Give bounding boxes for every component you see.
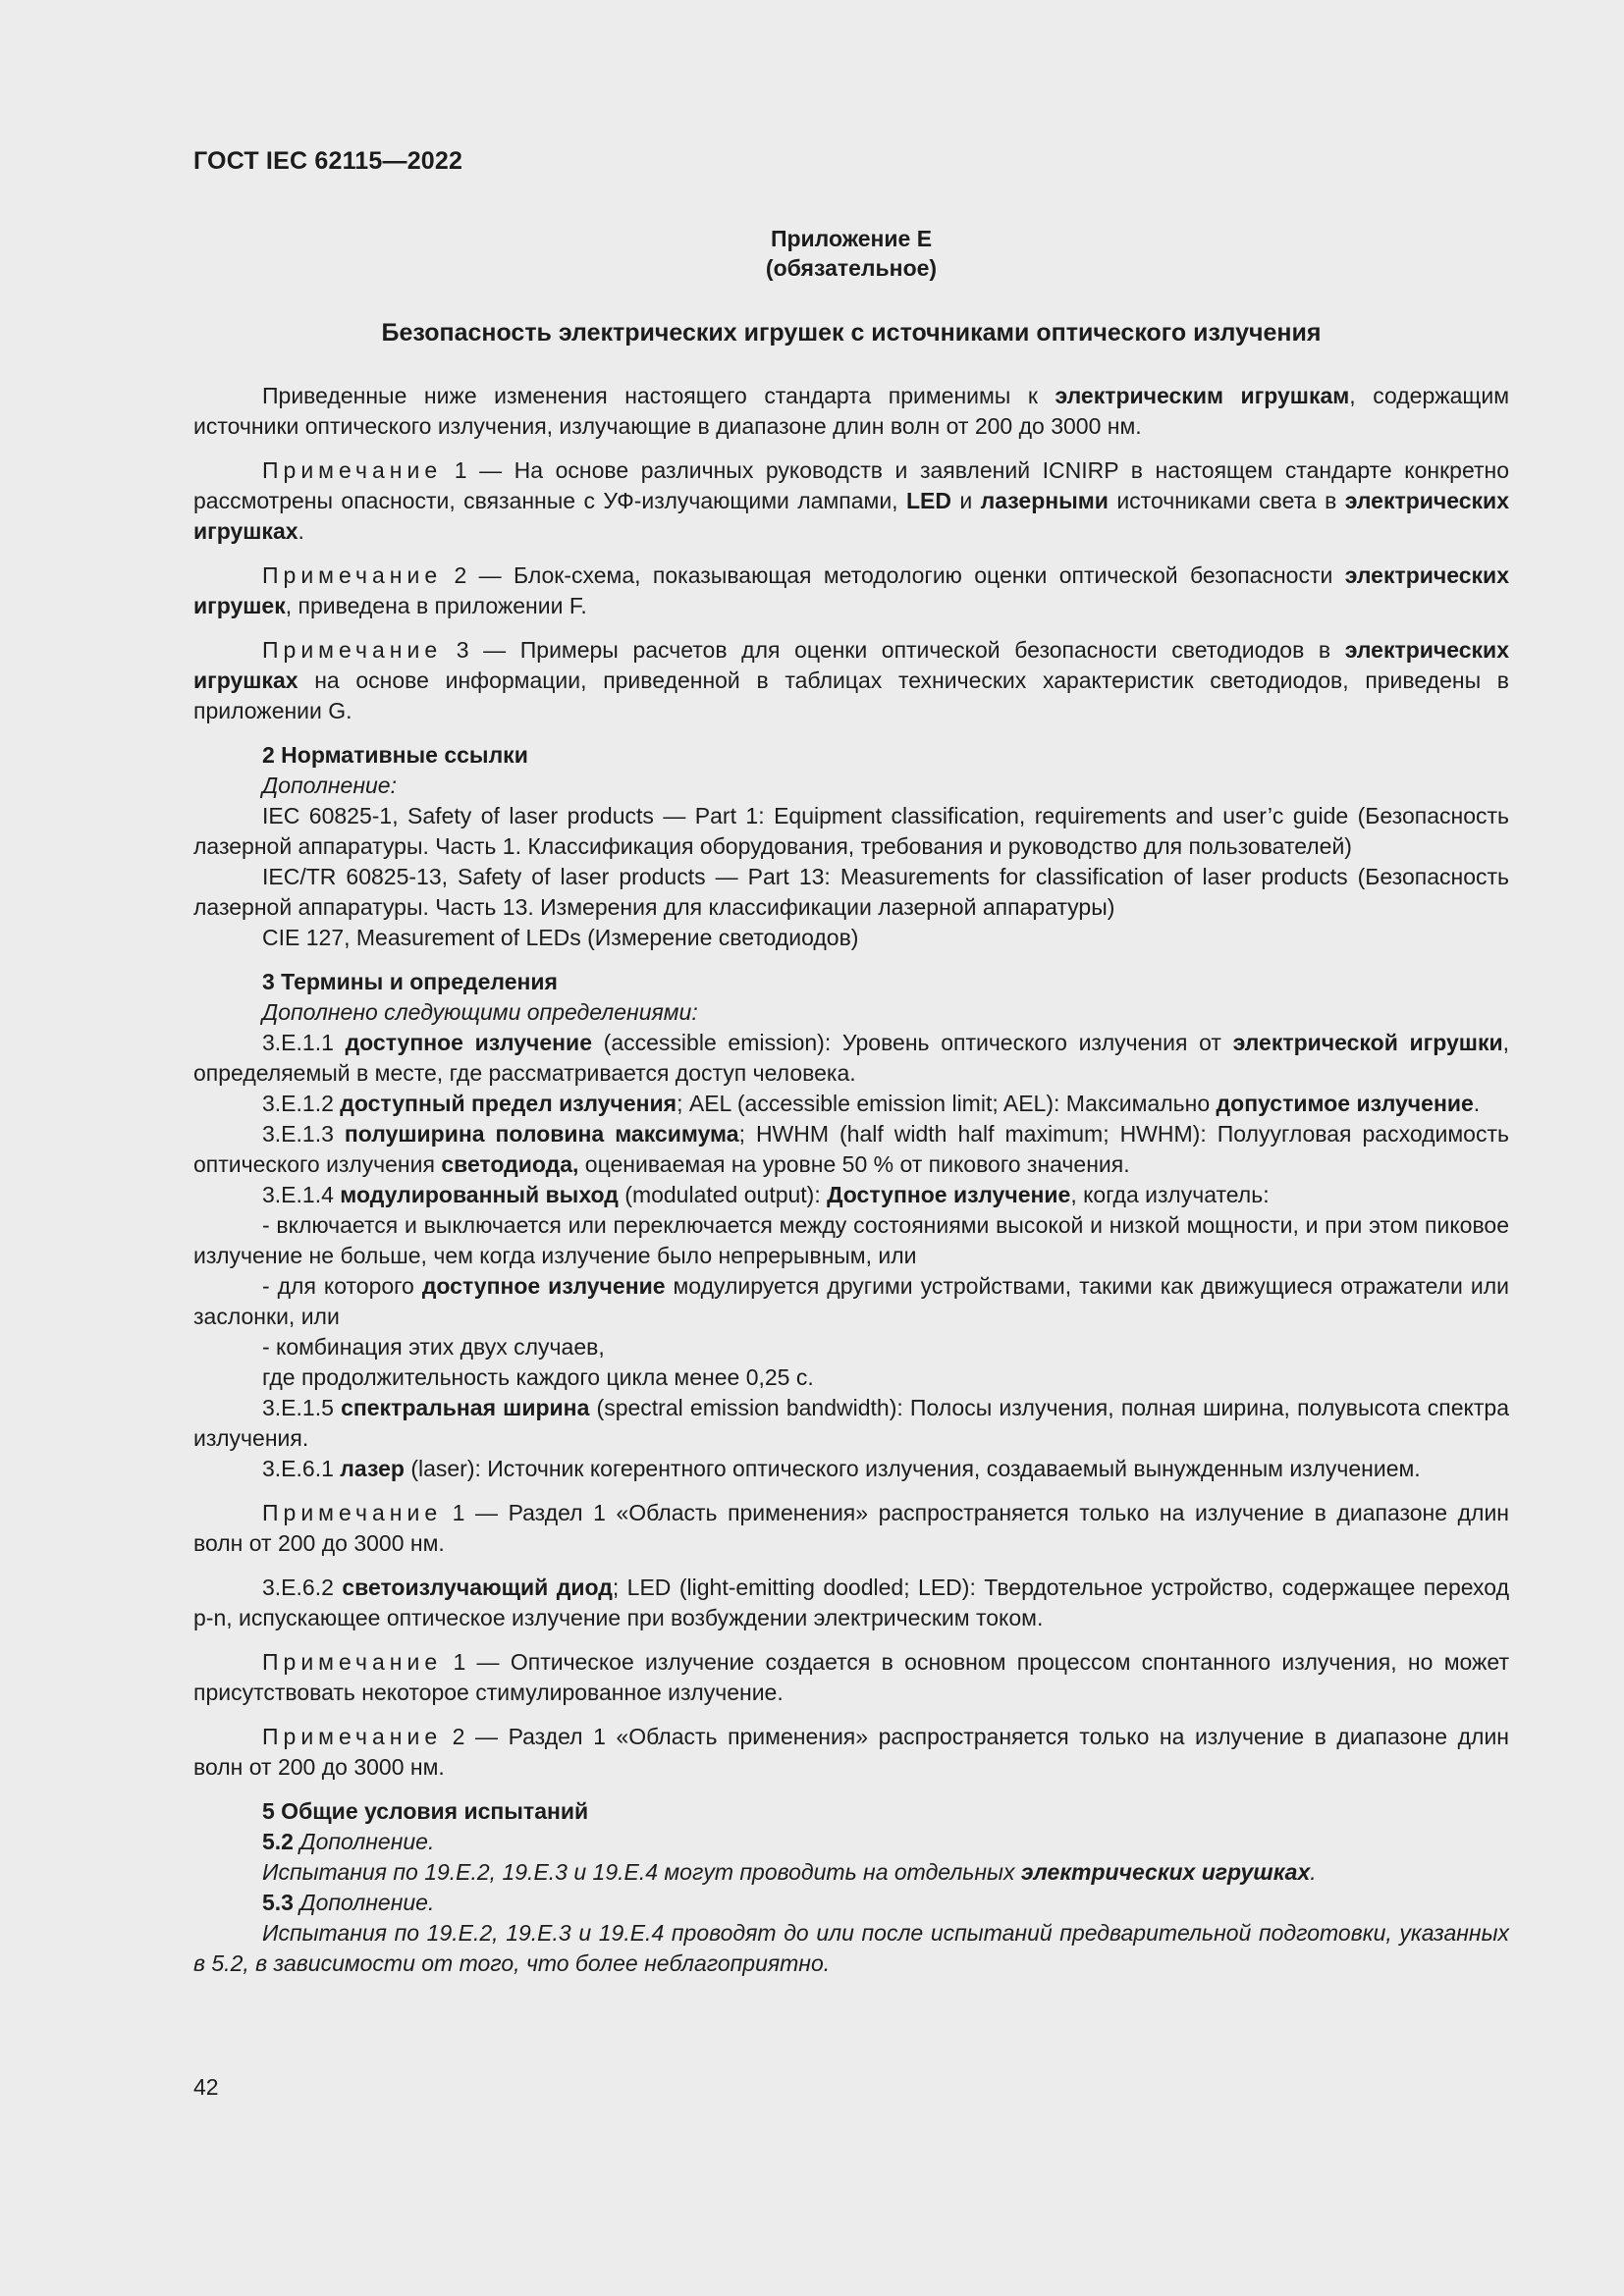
definition-3e62-note-1: Примечание 1 — Оптическое излучение создается в основном процессом спонтанного излучения, но может присутствовать некоторое стимулированное излучение.	[193, 1649, 1509, 1705]
clause-5-3: 5.3 Дополнение.	[262, 1890, 435, 1915]
definition-3e11: 3.E.1.1 доступное излучение (accessible emission): Уровень оптического излучения от электрической игрушки, определяемый в месте, где рассматривается доступ человека.	[193, 1030, 1509, 1086]
clause-5-2-text: Испытания по 19.E.2, 19.E.3 и 19.E.4 могут проводить на отдельных электрических игрушках.	[262, 1859, 1317, 1885]
definition-3e14-item-1: - включается и выключается или переключается между состояниями высокой и низкой мощности, и при этом пиковое излучение не больше, чем когда излучение было непрерывным, или	[193, 1212, 1509, 1268]
definition-3e12: 3.E.1.2 доступный предел излучения; AEL (accessible emission limit; AEL): Максимально допустимое излучение.	[262, 1091, 1481, 1116]
definition-3e14-item-3: - комбинация этих двух случаев,	[262, 1334, 605, 1360]
document-body	[193, 381, 1509, 1979]
section-3-addition: Дополнено следующими определениями:	[262, 999, 698, 1025]
clause-5-2: 5.2 Дополнение.	[262, 1829, 435, 1854]
note-2: Примечание 2 — Блок-схема, показывающая методологию оценки оптической безопасности электрических игрушек, приведена в приложении F.	[193, 562, 1509, 618]
definition-3e13: 3.E.1.3 полуширина половина максимума; HWHM (half width half maximum; HWHM): Полуугловая расходимость оптического излучения светодиода, оцениваемая на уровне 50 % от пикового значения.	[193, 1121, 1509, 1177]
definition-3e14: 3.E.1.4 модулированный выход (modulated output): Доступное излучение, когда излучатель:	[262, 1182, 1270, 1207]
definition-3e62: 3.E.6.2 светоизлучающий диод; LED (light-emitting doodled; LED): Твердотельное устройство, содержащее переход p-n, испускающее оптическое излучение при возбуждении электрическим током.	[193, 1575, 1509, 1630]
section-3-heading: 3 Термины и определения	[262, 969, 558, 994]
section-5-heading: 5 Общие условия испытаний	[262, 1798, 589, 1824]
document-header: ГОСТ IEC 62115—2022	[193, 147, 463, 175]
reference-2: IEC/TR 60825-13, Safety of laser products — Part 13: Measurements for classification of laser products (Безопасность лазерной аппаратуры. Часть 13. Измерения для классификации лазерной аппаратуры)	[193, 864, 1509, 920]
definition-3e62-note-2: Примечание 2 — Раздел 1 «Область применения» распространяется только на излучение в диапазоне длин волн от 200 до 3000 нм.	[193, 1724, 1509, 1780]
note-1: Примечание 1 — На основе различных руководств и заявлений ICNIRP в настоящем стандарте конкретно рассмотрены опасности, связанные с УФ-излучающими лампами, LED и лазерными источниками света в электрических игрушках.	[193, 457, 1509, 544]
section-2-addition: Дополнение:	[262, 773, 397, 798]
note-3: Примечание 3 — Примеры расчетов для оценки оптической безопасности светодиодов в электрических игрушках на основе информации, приведенной в таблицах технических характеристик светодиодов, приведены в приложении G.	[193, 637, 1509, 723]
definition-3e14-tail: где продолжительность каждого цикла менее 0,25 с.	[262, 1364, 814, 1390]
document-title: Безопасность электрических игрушек с источниками оптического излучения	[381, 319, 1322, 347]
section-2-heading: 2 Нормативные ссылки	[262, 742, 528, 768]
appendix-status: (обязательное)	[765, 255, 938, 281]
intro-paragraph: Приведенные ниже изменения настоящего стандарта применимы к электрическим игрушкам, содержащим источники оптического излучения, излучающие в диапазоне длин волн от 200 до 3000 нм.	[193, 383, 1510, 439]
appendix-label	[193, 224, 1509, 283]
appendix-title: Приложение E	[770, 226, 933, 251]
page-number: 42	[193, 2074, 219, 2100]
reference-3: CIE 127, Measurement of LEDs (Измерение светодиодов)	[262, 925, 859, 950]
definition-3e61: 3.E.6.1 лазер (laser): Источник когерентного оптического излучения, создаваемый вынужденным излучением.	[262, 1456, 1421, 1481]
definition-3e15: 3.E.1.5 спектральная ширина (spectral emission bandwidth): Полосы излучения, полная ширина, полувысота спектра излучения.	[193, 1395, 1509, 1451]
definition-3e14-item-2: - для которого доступное излучение модулируется другими устройствами, такими как движущиеся отражатели или заслонки, или	[193, 1273, 1509, 1329]
reference-1: IEC 60825-1, Safety of laser products — Part 1: Equipment classification, requirements and user’c guide (Безопасность лазерной аппаратуры. Часть 1. Классификация оборудования, требования и руководство для пользователей)	[193, 803, 1509, 859]
definition-3e61-note: Примечание 1 — Раздел 1 «Область применения» распространяется только на излучение в диапазоне длин волн от 200 до 3000 нм.	[193, 1500, 1509, 1556]
clause-5-3-text: Испытания по 19.E.2, 19.E.3 и 19.E.4 проводят до или после испытаний предварительной подготовки, указанных в 5.2, в зависимости от того, что более неблагоприятно.	[193, 1920, 1509, 1976]
